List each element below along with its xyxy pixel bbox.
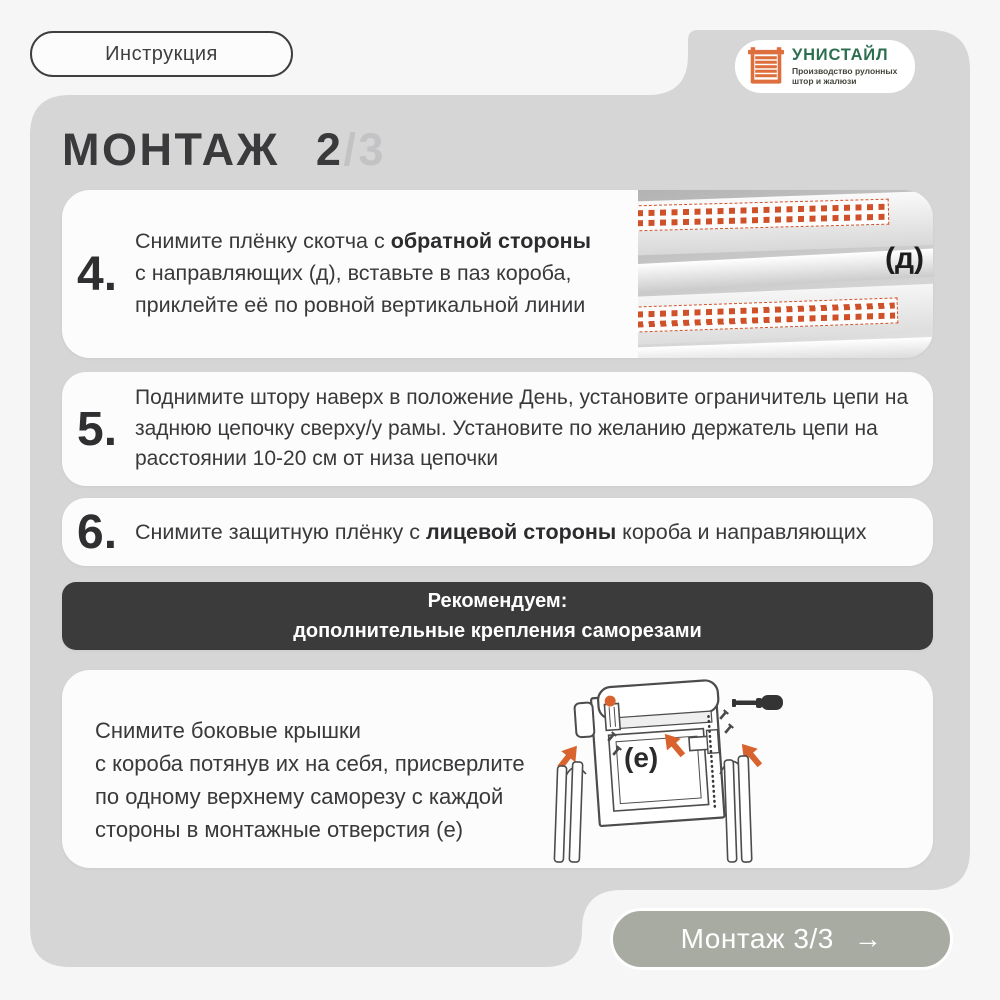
next-page-button-label: Монтаж 3/3 xyxy=(680,923,834,954)
page-indicator xyxy=(316,124,386,176)
step-6-text-prefix: Снимите защитную плёнку с xyxy=(135,519,426,544)
step-4-text xyxy=(135,226,593,321)
final-step-line: с короба потянув их на себя, присверлите xyxy=(95,751,525,776)
step-4-text-suffix: с направляющих (д), вставьте в паз короба, приклейте её по ровной вертикальной линии xyxy=(135,261,586,317)
step-6-number: 6. xyxy=(77,505,118,559)
final-step-text xyxy=(95,714,525,846)
page-title xyxy=(62,124,386,176)
company-logo xyxy=(735,40,915,93)
step-6-text xyxy=(135,520,925,545)
recommendation-line1: Рекомендуем: xyxy=(427,590,568,612)
tape-dots xyxy=(638,214,886,227)
logo-name: УНИСТАЙЛ xyxy=(792,45,889,64)
tape-rails-photo xyxy=(638,190,933,358)
instruction-badge-label: Инструкция xyxy=(105,42,218,65)
screwdriver-icon xyxy=(732,695,783,710)
side-rails-left xyxy=(554,762,586,862)
page-indicator-total: /3 xyxy=(343,124,386,175)
step-4-text-prefix: Снимите плёнку скотча с xyxy=(135,229,391,254)
step-4-number: 4. xyxy=(77,247,118,301)
recommendation-banner xyxy=(62,582,933,650)
mounting-diagram xyxy=(540,674,835,866)
step-6-text-bold: лицевой стороны xyxy=(425,519,617,544)
logo-tagline-line2: штор и жалюзи xyxy=(792,76,857,86)
photo-label-d: (д) xyxy=(884,242,924,275)
final-step-line: по одному верхнему саморезу с каждой xyxy=(95,784,504,809)
page-title-text: МОНТАЖ xyxy=(62,124,280,175)
step-5-card xyxy=(62,372,933,486)
step-6-card xyxy=(62,498,933,566)
step-5-text: Поднимите штору наверх в положение День, установите ограничитель цепи на заднюю цепочку сверху/у рамы. Установите по желанию держатель цепи на расстоянии 10-20 см от низа цепочки xyxy=(135,386,909,471)
blinds-icon xyxy=(748,47,784,87)
chain-mechanism xyxy=(604,704,620,731)
step-6-text-suffix: короба и направляющих xyxy=(616,519,867,544)
step-4-text-bold: обратной стороны xyxy=(390,229,592,254)
step-4-card xyxy=(62,190,933,358)
final-step-line: Снимите боковые крышки xyxy=(95,718,361,743)
side-cap xyxy=(574,702,594,737)
page-indicator-current: 2 xyxy=(315,124,344,175)
final-step-card xyxy=(62,670,933,868)
next-page-button[interactable] xyxy=(610,908,953,970)
final-step-line: стороны в монтажные отверстия (е) xyxy=(95,817,464,842)
logo-text xyxy=(792,47,897,87)
recommendation-line2: дополнительные крепления саморезами xyxy=(293,620,702,642)
arrow-right-icon: → xyxy=(853,923,883,954)
logo-tagline-line1: Производство рулонных xyxy=(792,65,898,76)
logo-tagline xyxy=(792,66,897,87)
step-5-number: 5. xyxy=(77,402,118,456)
instruction-badge xyxy=(30,31,293,77)
diagram-label-e: (е) xyxy=(624,742,659,773)
